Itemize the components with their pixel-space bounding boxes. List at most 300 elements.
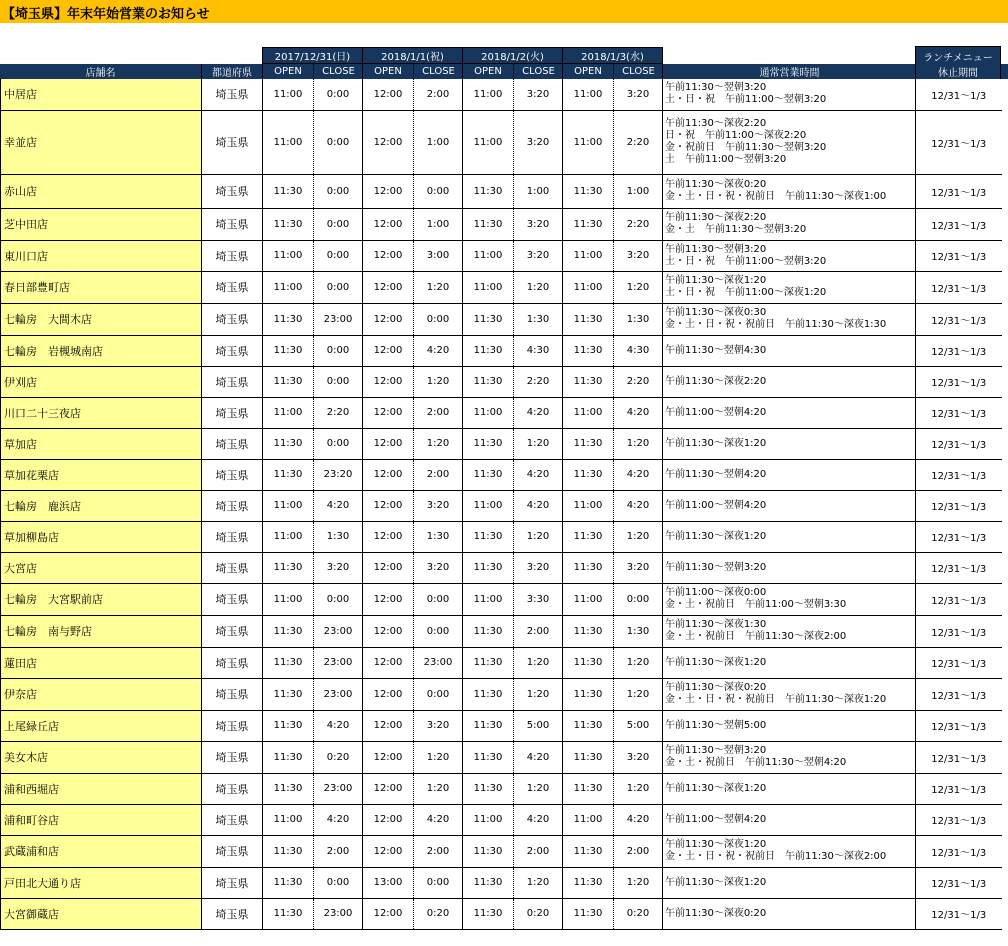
regular-hours-line: 日・祝 午前11:00～深夜2:20 (665, 130, 807, 141)
title-bar (0, 0, 1008, 23)
date-header-0103: 2018/1/3(水) (562, 47, 663, 64)
regular-hours-line: 午前11:30～深夜1:20 (665, 839, 767, 850)
close-time-cell: 4:20 (514, 459, 563, 490)
close-time-cell: 1:20 (514, 647, 563, 678)
lunch-pause-cell: 12/31～1/3 (916, 174, 1002, 208)
store-name-cell: 上尾緑丘店 (1, 710, 202, 741)
regular-hours-line: 金・祝前日 午前11:30～翌朝3:20 (665, 142, 827, 153)
prefecture-cell: 埼玉県 (202, 397, 263, 428)
close-time-cell: 0:00 (414, 174, 463, 208)
close-time-cell: 1:00 (614, 174, 663, 208)
close-header: CLOSE (613, 64, 663, 79)
close-time-cell: 3:20 (414, 490, 463, 521)
prefecture-cell: 埼玉県 (202, 647, 263, 678)
close-time-cell: 0:00 (614, 583, 663, 615)
open-time-cell: 11:00 (563, 271, 614, 303)
close-time-cell: 1:20 (514, 271, 563, 303)
open-time-cell: 11:00 (263, 110, 314, 174)
store-name-cell: 幸並店 (1, 110, 202, 174)
open-time-cell: 11:30 (563, 741, 614, 773)
open-time-cell: 11:00 (463, 490, 514, 521)
regular-hours-cell (663, 335, 916, 366)
open-time-cell: 11:00 (563, 240, 614, 271)
close-time-cell: 1:20 (614, 521, 663, 552)
store-name-cell: 美女木店 (1, 741, 202, 773)
table-row (1, 271, 1002, 303)
regular-hours-line: 土・日・祝 午前11:00～翌朝3:20 (665, 94, 827, 106)
open-time-cell: 12:00 (363, 335, 414, 366)
open-time-cell: 11:30 (463, 773, 514, 804)
close-time-cell: 3:20 (314, 552, 363, 583)
close-time-cell: 4:30 (614, 335, 663, 366)
store-name-cell: 七輪房 鹿浜店 (1, 490, 202, 521)
open-time-cell: 11:30 (563, 208, 614, 240)
lunch-pause-cell: 12/31～1/3 (916, 710, 1002, 741)
open-time-cell: 11:00 (263, 583, 314, 615)
close-time-cell: 1:00 (414, 110, 463, 174)
open-time-cell: 11:00 (263, 521, 314, 552)
prefecture-cell: 埼玉県 (202, 459, 263, 490)
store-name-cell: 大宮店 (1, 552, 202, 583)
open-time-cell: 12:00 (363, 615, 414, 647)
open-time-cell: 11:00 (563, 110, 614, 174)
lunch-pause-cell: 12/31～1/3 (916, 79, 1002, 110)
close-time-cell: 3:20 (614, 552, 663, 583)
open-time-cell: 11:30 (563, 552, 614, 583)
close-time-cell: 4:20 (314, 490, 363, 521)
regular-hours-line: 午前11:30～深夜0:30 (665, 307, 767, 318)
close-time-cell: 3:20 (514, 110, 563, 174)
open-time-cell: 11:30 (563, 898, 614, 929)
store-name-cell: 七輪房 大宮駅前店 (1, 583, 202, 615)
close-time-cell: 23:00 (314, 647, 363, 678)
table-row (1, 804, 1002, 835)
table-row (1, 741, 1002, 773)
regular-hours-cell (663, 303, 916, 335)
lunch-pause-cell: 12/31～1/3 (916, 240, 1002, 271)
open-time-cell: 12:00 (363, 583, 414, 615)
close-time-cell: 1:30 (514, 303, 563, 335)
table-row (1, 773, 1002, 804)
open-header: OPEN (562, 64, 613, 79)
close-time-cell: 4:20 (314, 804, 363, 835)
close-time-cell: 0:00 (314, 271, 363, 303)
open-time-cell: 11:30 (263, 678, 314, 710)
store-name-cell: 草加柳島店 (1, 521, 202, 552)
prefecture-cell: 埼玉県 (202, 366, 263, 397)
close-time-cell: 23:00 (314, 303, 363, 335)
regular-hours-line: 金・土・祝前日 午前11:30～深夜2:00 (665, 631, 847, 642)
date-header-0101: 2018/1/1(祝) (362, 47, 463, 64)
close-time-cell: 5:00 (614, 710, 663, 741)
regular-hours-line: 午前11:30～深夜1:20 (665, 876, 767, 888)
open-time-cell: 11:30 (463, 428, 514, 459)
lunch-pause-cell: 12/31～1/3 (916, 898, 1002, 929)
store-name-cell: 蓮田店 (1, 647, 202, 678)
prefecture-cell: 埼玉県 (202, 773, 263, 804)
regular-hours-line: 午前11:30～深夜0:20 (665, 907, 767, 919)
regular-hours-cell (663, 773, 916, 804)
table-row (1, 208, 1002, 240)
close-time-cell: 0:00 (314, 428, 363, 459)
close-time-cell: 1:20 (514, 867, 563, 898)
regular-hours-line: 午前11:30～深夜0:20 (665, 682, 767, 693)
store-name-cell: 七輪房 南与野店 (1, 615, 202, 647)
store-name-cell: 戸田北大通り店 (1, 867, 202, 898)
regular-hours-line: 午前11:00～翌朝4:20 (665, 406, 767, 418)
lunch-header-line2: 休止期間 (915, 64, 1001, 79)
close-time-cell: 1:20 (614, 428, 663, 459)
open-time-cell: 11:00 (563, 804, 614, 835)
close-time-cell: 1:20 (414, 428, 463, 459)
store-name-cell: 赤山店 (1, 174, 202, 208)
open-header: OPEN (362, 64, 413, 79)
regular-hours-line: 午前11:30～深夜2:20 (665, 118, 767, 129)
close-time-cell: 4:20 (614, 459, 663, 490)
open-time-cell: 11:30 (263, 366, 314, 397)
close-time-cell: 1:00 (514, 174, 563, 208)
open-time-cell: 11:30 (263, 741, 314, 773)
store-name-cell: 中居店 (1, 79, 202, 110)
open-time-cell: 11:30 (463, 710, 514, 741)
prefecture-cell: 埼玉県 (202, 678, 263, 710)
open-time-cell: 11:00 (563, 490, 614, 521)
store-name-cell: 浦和町谷店 (1, 804, 202, 835)
table-row (1, 397, 1002, 428)
table-row (1, 366, 1002, 397)
regular-hours-line: 午前11:30～深夜2:20 (665, 212, 767, 223)
open-time-cell: 11:00 (463, 240, 514, 271)
open-time-cell: 12:00 (363, 397, 414, 428)
open-time-cell: 11:30 (263, 647, 314, 678)
close-header: CLOSE (413, 64, 463, 79)
close-time-cell: 1:20 (614, 647, 663, 678)
open-time-cell: 11:30 (263, 174, 314, 208)
open-time-cell: 11:00 (463, 110, 514, 174)
regular-hours-line: 午前11:00～深夜0:00 (665, 587, 767, 598)
regular-hours-cell (663, 583, 916, 615)
table-row (1, 552, 1002, 583)
regular-hours-cell (663, 741, 916, 773)
open-time-cell: 11:00 (563, 79, 614, 110)
close-time-cell: 0:00 (314, 366, 363, 397)
regular-hours-cell (663, 397, 916, 428)
close-time-cell: 1:20 (414, 366, 463, 397)
regular-hours-cell (663, 459, 916, 490)
close-time-cell: 2:00 (414, 79, 463, 110)
close-header: CLOSE (513, 64, 563, 79)
close-time-cell: 1:20 (514, 773, 563, 804)
open-time-cell: 12:00 (363, 366, 414, 397)
close-time-cell: 3:20 (514, 240, 563, 271)
close-time-cell: 0:00 (314, 174, 363, 208)
open-time-cell: 11:00 (263, 397, 314, 428)
close-time-cell: 0:00 (414, 867, 463, 898)
close-time-cell: 2:00 (414, 835, 463, 867)
open-time-cell: 11:30 (263, 428, 314, 459)
lunch-pause-cell: 12/31～1/3 (916, 397, 1002, 428)
table-row (1, 459, 1002, 490)
open-time-cell: 11:00 (263, 490, 314, 521)
prefecture-cell: 埼玉県 (202, 428, 263, 459)
prefecture-cell: 埼玉県 (202, 335, 263, 366)
open-time-cell: 11:30 (463, 678, 514, 710)
date-header-0102: 2018/1/2(火) (462, 47, 563, 64)
open-time-cell: 11:00 (263, 240, 314, 271)
open-time-cell: 11:30 (463, 898, 514, 929)
table-row (1, 835, 1002, 867)
open-time-cell: 12:00 (363, 459, 414, 490)
open-time-cell: 11:00 (263, 804, 314, 835)
prefecture-cell: 埼玉県 (202, 615, 263, 647)
close-time-cell: 23:00 (414, 647, 463, 678)
open-header: OPEN (462, 64, 513, 79)
open-time-cell: 11:30 (563, 174, 614, 208)
open-time-cell: 12:00 (363, 835, 414, 867)
regular-hours-cell (663, 804, 916, 835)
close-time-cell: 1:20 (614, 867, 663, 898)
prefecture-cell: 埼玉県 (202, 174, 263, 208)
open-time-cell: 11:30 (563, 867, 614, 898)
close-time-cell: 2:20 (314, 397, 363, 428)
close-time-cell: 2:20 (614, 366, 663, 397)
regular-hours-line: 午前11:30～深夜1:20 (665, 782, 767, 794)
regular-hours-line: 金・土・祝前日 午前11:30～翌朝4:20 (665, 757, 847, 768)
close-time-cell: 0:00 (414, 678, 463, 710)
open-time-cell: 11:00 (463, 397, 514, 428)
open-time-cell: 11:30 (263, 552, 314, 583)
close-time-cell: 4:20 (614, 804, 663, 835)
store-name-cell: 伊刈店 (1, 366, 202, 397)
regular-hours-cell (663, 79, 916, 110)
open-time-cell: 11:30 (463, 552, 514, 583)
regular-hours-line: 午前11:30～翌朝4:30 (665, 344, 767, 356)
table-row (1, 615, 1002, 647)
table-row (1, 79, 1002, 110)
lunch-pause-cell: 12/31～1/3 (916, 521, 1002, 552)
store-name-cell: 草加店 (1, 428, 202, 459)
prefecture-cell: 埼玉県 (202, 521, 263, 552)
page-title: 【埼玉県】年末年始営業のお知らせ (2, 7, 210, 22)
open-time-cell: 11:00 (463, 271, 514, 303)
close-time-cell: 23:00 (314, 615, 363, 647)
open-time-cell: 12:00 (363, 490, 414, 521)
table-row (1, 678, 1002, 710)
table-row (1, 335, 1002, 366)
open-time-cell: 11:30 (463, 867, 514, 898)
open-time-cell: 11:30 (563, 303, 614, 335)
close-time-cell: 2:00 (414, 397, 463, 428)
table-row (1, 110, 1002, 174)
regular-hours-line: 金・土・日・祝・祝前日 午前11:30～深夜2:00 (665, 851, 887, 862)
close-time-cell: 1:20 (514, 428, 563, 459)
open-time-cell: 11:30 (563, 428, 614, 459)
close-time-cell: 4:20 (514, 397, 563, 428)
close-time-cell: 0:20 (614, 898, 663, 929)
lunch-pause-cell: 12/31～1/3 (916, 773, 1002, 804)
close-time-cell: 2:20 (614, 208, 663, 240)
lunch-pause-cell: 12/31～1/3 (916, 583, 1002, 615)
open-time-cell: 11:30 (563, 366, 614, 397)
regular-hours-line: 午前11:30～深夜1:20 (665, 530, 767, 542)
regular-hours-cell (663, 552, 916, 583)
close-time-cell: 1:30 (614, 303, 663, 335)
regular-hours-cell (663, 647, 916, 678)
open-time-cell: 11:30 (463, 303, 514, 335)
prefecture-cell: 埼玉県 (202, 867, 263, 898)
lunch-pause-cell: 12/31～1/3 (916, 678, 1002, 710)
open-time-cell: 11:30 (563, 710, 614, 741)
close-time-cell: 1:20 (614, 773, 663, 804)
prefecture-cell: 埼玉県 (202, 835, 263, 867)
close-time-cell: 2:00 (514, 615, 563, 647)
regular-hours-line: 午前11:30～深夜0:20 (665, 179, 767, 190)
close-time-cell: 1:30 (314, 521, 363, 552)
regular-hours-line: 午前11:30～深夜2:20 (665, 375, 767, 387)
store-name-cell: 武蔵浦和店 (1, 835, 202, 867)
regular-hours-line: 午前11:00～翌朝4:20 (665, 813, 767, 825)
store-name-cell: 大宮御蔵店 (1, 898, 202, 929)
open-time-cell: 11:30 (463, 615, 514, 647)
regular-hours-line: 土・日・祝 午前11:00～翌朝3:20 (665, 255, 827, 267)
open-time-cell: 12:00 (363, 240, 414, 271)
regular-hours-line: 午前11:30～深夜1:20 (665, 656, 767, 668)
open-time-cell: 12:00 (363, 110, 414, 174)
close-time-cell: 0:00 (314, 867, 363, 898)
close-time-cell: 4:20 (514, 741, 563, 773)
close-time-cell: 4:20 (614, 397, 663, 428)
open-time-cell: 12:00 (363, 521, 414, 552)
regular-hours-cell (663, 521, 916, 552)
regular-hours-line: 午前11:30～翌朝3:20 (665, 82, 767, 94)
open-time-cell: 11:00 (263, 79, 314, 110)
prefecture-cell: 埼玉県 (202, 110, 263, 174)
close-time-cell: 1:20 (414, 773, 463, 804)
open-time-cell: 11:30 (463, 459, 514, 490)
regular-hours-line: 土・日・祝 午前11:00～深夜1:20 (665, 287, 827, 298)
lunch-pause-cell: 12/31～1/3 (916, 804, 1002, 835)
open-time-cell: 12:00 (363, 208, 414, 240)
open-time-cell: 11:30 (563, 678, 614, 710)
open-time-cell: 11:30 (463, 366, 514, 397)
close-time-cell: 2:00 (614, 835, 663, 867)
lunch-pause-cell: 12/31～1/3 (916, 552, 1002, 583)
table-row (1, 428, 1002, 459)
open-time-cell: 12:00 (363, 428, 414, 459)
prefecture-cell: 埼玉県 (202, 240, 263, 271)
store-name-cell: 浦和西堀店 (1, 773, 202, 804)
prefecture-cell: 埼玉県 (202, 271, 263, 303)
close-time-cell: 1:20 (614, 678, 663, 710)
store-name-cell: 伊奈店 (1, 678, 202, 710)
regular-hours-cell (663, 110, 916, 174)
open-time-cell: 12:00 (363, 271, 414, 303)
open-time-cell: 11:30 (563, 647, 614, 678)
lunch-pause-cell: 12/31～1/3 (916, 271, 1002, 303)
close-time-cell: 0:00 (414, 303, 463, 335)
regular-hours-cell (663, 867, 916, 898)
open-time-cell: 12:00 (363, 79, 414, 110)
close-time-cell: 3:20 (414, 552, 463, 583)
close-time-cell: 0:20 (314, 741, 363, 773)
prefecture-cell: 埼玉県 (202, 583, 263, 615)
open-time-cell: 12:00 (363, 898, 414, 929)
close-time-cell: 2:00 (314, 835, 363, 867)
close-time-cell: 0:00 (414, 615, 463, 647)
table-row (1, 710, 1002, 741)
store-name-cell: 芝中田店 (1, 208, 202, 240)
open-time-cell: 12:00 (363, 710, 414, 741)
close-time-cell: 4:20 (514, 804, 563, 835)
prefecture-header: 都道府県 (201, 64, 262, 79)
open-time-cell: 11:30 (563, 615, 614, 647)
close-time-cell: 4:20 (414, 804, 463, 835)
close-time-cell: 1:30 (614, 615, 663, 647)
open-time-cell: 11:30 (263, 335, 314, 366)
table-row (1, 898, 1002, 929)
open-time-cell: 11:30 (563, 835, 614, 867)
lunch-pause-cell: 12/31～1/3 (916, 835, 1002, 867)
open-header: OPEN (262, 64, 313, 79)
open-time-cell: 12:00 (363, 647, 414, 678)
close-time-cell: 4:20 (614, 490, 663, 521)
table-row (1, 174, 1002, 208)
store-name-cell: 川口二十三夜店 (1, 397, 202, 428)
close-time-cell: 0:00 (414, 583, 463, 615)
regular-hours-cell (663, 366, 916, 397)
lunch-pause-cell: 12/31～1/3 (916, 647, 1002, 678)
regular-hours-line: 午前11:30～翌朝4:20 (665, 468, 767, 480)
lunch-pause-cell: 12/31～1/3 (916, 428, 1002, 459)
close-time-cell: 3:30 (514, 583, 563, 615)
open-time-cell: 11:30 (563, 521, 614, 552)
open-time-cell: 11:00 (263, 271, 314, 303)
open-time-cell: 12:00 (363, 174, 414, 208)
lunch-pause-cell: 12/31～1/3 (916, 366, 1002, 397)
lunch-pause-cell: 12/31～1/3 (916, 110, 1002, 174)
lunch-pause-cell: 12/31～1/3 (916, 208, 1002, 240)
regular-hours-cell (663, 898, 916, 929)
regular-hours-cell (663, 208, 916, 240)
close-time-cell: 4:20 (514, 490, 563, 521)
lunch-header-line1: ランチメニュー (915, 46, 1001, 65)
open-time-cell: 11:30 (263, 867, 314, 898)
open-time-cell: 11:30 (263, 773, 314, 804)
regular-hours-cell (663, 240, 916, 271)
table-row (1, 647, 1002, 678)
lunch-pause-cell: 12/31～1/3 (916, 867, 1002, 898)
open-time-cell: 11:30 (463, 521, 514, 552)
table-row (1, 867, 1002, 898)
close-time-cell: 2:20 (614, 110, 663, 174)
open-time-cell: 11:30 (263, 459, 314, 490)
regular-hours-line: 午前11:30～深夜1:20 (665, 275, 767, 286)
lunch-pause-cell: 12/31～1/3 (916, 303, 1002, 335)
date-header-1231: 2017/12/31(日) (262, 47, 363, 64)
open-time-cell: 11:30 (263, 615, 314, 647)
close-time-cell: 0:00 (314, 110, 363, 174)
open-time-cell: 11:30 (463, 335, 514, 366)
prefecture-cell: 埼玉県 (202, 804, 263, 835)
prefecture-cell: 埼玉県 (202, 710, 263, 741)
regular-hours-line: 金・土・日・祝・祝前日 午前11:30～深夜1:20 (665, 694, 887, 705)
close-time-cell: 0:20 (414, 898, 463, 929)
open-time-cell: 11:30 (563, 773, 614, 804)
close-time-cell: 0:00 (314, 240, 363, 271)
open-time-cell: 11:30 (463, 174, 514, 208)
close-time-cell: 3:20 (614, 741, 663, 773)
store-name-cell: 七輪房 岩槻城南店 (1, 335, 202, 366)
